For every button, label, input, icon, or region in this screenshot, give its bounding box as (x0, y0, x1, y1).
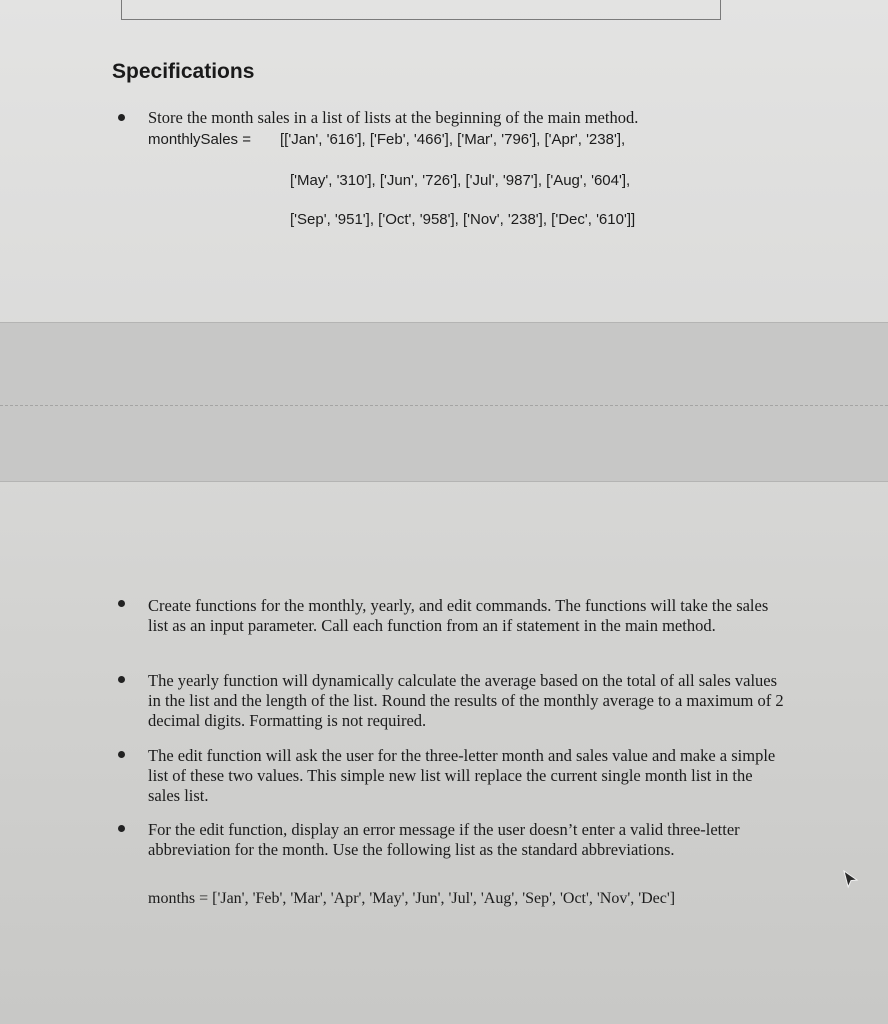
spec-functions-text: Create functions for the monthly, yearly, and edit commands. The functions will take the sales list as an input parameter. Call each function from an if statement in the main method. (148, 596, 769, 635)
spec-edit-text: The edit function will ask the user for the three-letter month and sales value and make a simple list of these two values. This simple new list will replace the current single month list in the sales list. (148, 746, 776, 805)
spec-storage-text: Store the month sales in a list of lists at the beginning of the main method. (148, 108, 639, 127)
spec-yearly-text: The yearly function will dynamically calculate the average based on the total of all sales values in the list and the length of the list. Round the results of the monthly average to a maximum of 2 decimal digits. Formatting is not required. (148, 671, 784, 730)
mouse-pointer-icon (840, 868, 862, 892)
top-box-frame (121, 0, 721, 20)
bullet-dot (118, 114, 125, 121)
bullet-dot (118, 751, 125, 758)
bullet-dot (118, 825, 125, 832)
spec-error-text: For the edit function, display an error message if the user doesn’t enter a valid three-letter abbreviation for the month. Use the following list as the standard abbreviations. (148, 820, 740, 859)
months-list-code: months = ['Jan', 'Feb', 'Mar', 'Apr', 'May', 'Jun', 'Jul', 'Aug', 'Sep', 'Oct', 'Nov', 'Dec'] (148, 890, 676, 907)
section-heading: Specifications (112, 60, 255, 83)
bullet-dot (118, 676, 125, 683)
code-variable-label: monthlySales = (148, 131, 251, 148)
code-line-1: [['Jan', '616'], ['Feb', '466'], ['Mar', '796'], ['Apr', '238'], (280, 131, 626, 148)
bullet-dot (118, 600, 125, 607)
dashed-divider (0, 405, 888, 406)
code-line-3: ['Sep', '951'], ['Oct', '958'], ['Nov', '238'], ['Dec', '610']] (290, 211, 636, 228)
code-line-2: ['May', '310'], ['Jun', '726'], ['Jul', '987'], ['Aug', '604'], (290, 172, 631, 189)
page-break-band (0, 322, 888, 482)
